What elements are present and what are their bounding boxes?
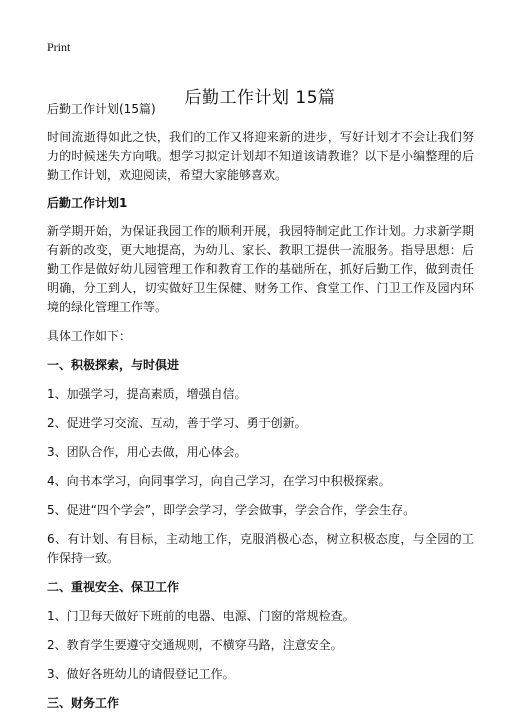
part-3-heading: 三、财务工作 [47, 696, 120, 710]
list-item: 2、促进学习交流、互动，善于学习、勇于创新。 [47, 416, 307, 430]
list-item: 1、加强学习，提高素质，增强自信。 [47, 387, 247, 401]
list-item: 3、团队合作，用心去做，用心体会。 [47, 445, 247, 459]
list-item: 4、向书本学习，向同事学习，向自己学习，在学习中积极探索。 [47, 474, 391, 488]
list-item: 3、做好各班幼儿的请假登记工作。 [47, 667, 235, 681]
document-body [47, 100, 474, 713]
specific-work-label: 具体工作如下： [47, 329, 132, 343]
part-2-heading: 二、重视安全、保卫工作 [47, 580, 180, 594]
intro-paragraph: 时间流逝得如此之快，我们的工作又将迎来新的进步，写好计划才不会让我们努力的时候迷失方向哦。想学习拟定计划却不知道该请教谁？以下是小编整理的后勤工作计划，欢迎阅读，希望大家能够喜欢。 [47, 130, 474, 182]
list-item: 5、促进“四个学会”，即学会学习，学会做事，学会合作，学会生存。 [47, 503, 416, 517]
list-item: 2、教育学生要遵守交通规则，不横穿马路，注意安全。 [47, 638, 343, 652]
section-1-paragraph: 新学期开始，为保证我园工作的顺利开展，我园特制定此工作计划。力求新学期有新的改变，更大地提高，为幼儿、家长、教职工提供一流服务。指导思想：后勤工作是做好幼儿园管理工作和教育工作的基础所在，抓好后勤工作，做到责任明确，分工到人，切实做好卫生保健、财务工作、食堂工作、门卫工作及园内环境的绿化管理工作等。 [47, 224, 474, 314]
print-label: Print [47, 40, 71, 54]
section-heading-plan-1: 后勤工作计划1 [47, 196, 128, 210]
list-item: 6、有计划、有目标，主动地工作，克服消极心态，树立积极态度，与全园的工作保持一致。 [47, 532, 474, 565]
part-1-heading: 一、积极探索，与时俱进 [47, 358, 180, 372]
page-title: 后勤工作计划 15篇 [184, 88, 336, 109]
document-subtitle: 后勤工作计划(15篇) [47, 102, 156, 116]
list-item: 1、门卫每天做好下班前的电器、电源、门窗的常规检查。 [47, 609, 355, 623]
